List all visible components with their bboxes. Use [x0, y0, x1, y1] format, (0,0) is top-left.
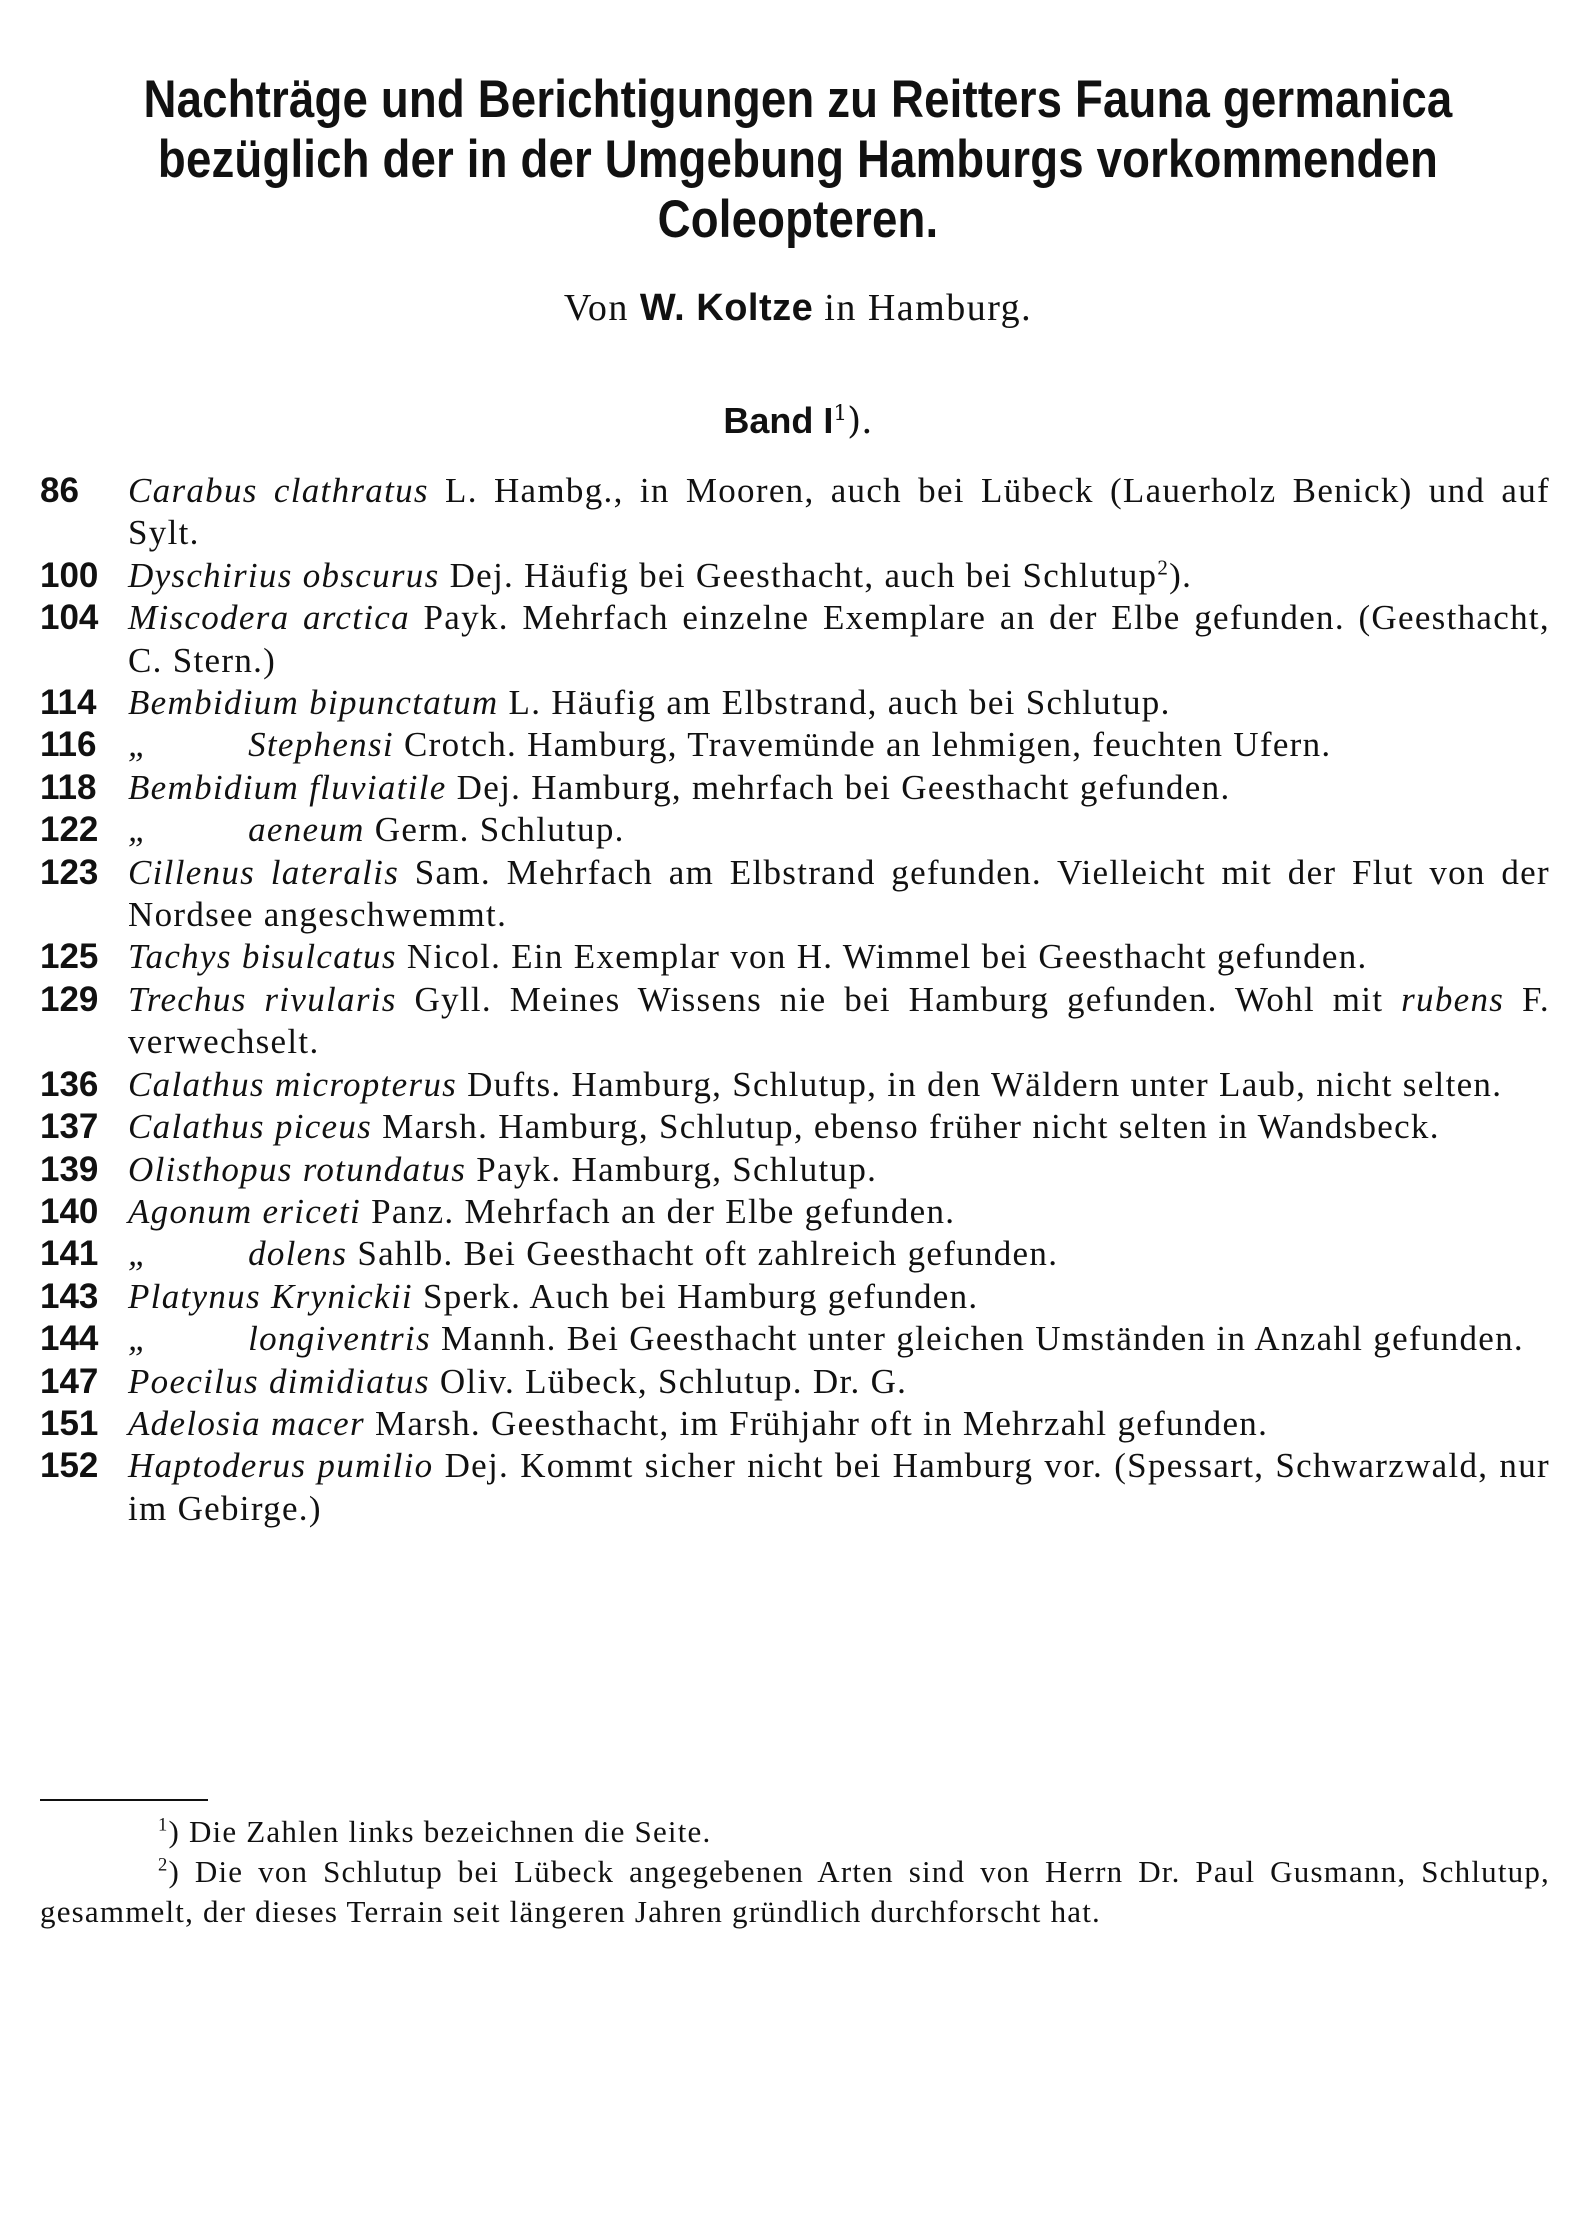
species-list [40, 470, 1550, 1530]
entry-text: Häufig am Elbstrand, auch bei Schlutup. [551, 683, 1171, 723]
genus-name: Adelosia [128, 1403, 261, 1443]
species-author: Nicol. [406, 937, 502, 977]
footnotes [40, 1812, 1550, 1932]
section-heading [0, 398, 1596, 445]
ditto-mark: „ [128, 725, 149, 765]
species-name: Stephensi [248, 725, 394, 765]
species-name: ericeti [262, 1191, 362, 1231]
genus-name: Bembidium [128, 767, 300, 807]
species-author: Panz. [371, 1191, 455, 1231]
species-name: longiventris [248, 1319, 431, 1359]
genus-name: Poecilus [128, 1361, 259, 1401]
page-number: 140 [40, 1191, 99, 1231]
species-entry [40, 1233, 1550, 1275]
species-entry [40, 1445, 1550, 1530]
genus-name: Calathus [128, 1107, 265, 1147]
ditto-mark: „ [128, 1319, 149, 1359]
species-author: Payk. [476, 1149, 562, 1189]
species-author: Germ. [374, 810, 470, 850]
author-name: W. Koltze [639, 287, 814, 329]
species-author: L. [445, 471, 478, 510]
page-number: 118 [40, 767, 97, 807]
entry-text: Hamburg, Travemünde an lehmigen, feuchten Ufern. [527, 725, 1332, 765]
species-author: L. [508, 683, 542, 723]
species-entry [40, 1191, 1550, 1233]
species-entry [40, 1149, 1550, 1191]
page-number: 143 [40, 1276, 99, 1316]
entry-text: Hamburg, Schlutup. [571, 1149, 878, 1189]
species-name: rotundatus [302, 1149, 467, 1189]
species-author: Dej. [449, 555, 515, 595]
species-name: piceus [274, 1107, 373, 1147]
genus-name: Tachys [128, 937, 232, 977]
species-author: Dej. [444, 1446, 510, 1486]
genus-name: Cillenus [128, 852, 256, 892]
species-name: micropterus [274, 1064, 458, 1104]
byline [0, 285, 1596, 331]
genus-name: Platynus [128, 1276, 261, 1316]
species-name: obscurus [302, 555, 440, 595]
entry-text: Mehrfach einzelne Exemplare an der Elbe gefunden. (Geesthacht, C. Stern.) [128, 598, 1550, 680]
entry-text-end: F. verwechselt. [128, 979, 1550, 1062]
species-name: clathratus [273, 471, 429, 510]
genus-name: Haptoderus [128, 1446, 307, 1486]
entry-text: Meines Wissens nie bei Hamburg gefunden. Wohl mit [509, 979, 1384, 1019]
entry-text: Hamburg, mehrfach bei Geesthacht gefunden. [531, 767, 1231, 807]
species-name: dolens [248, 1234, 348, 1274]
entry-text: Hamburg, Schlutup, ebenso früher nicht selten in Wandsbeck. [498, 1107, 1440, 1147]
page-number: 137 [40, 1107, 99, 1147]
section-heading-suffix: ). [847, 401, 873, 442]
genus-name: Calathus [128, 1064, 265, 1104]
byline-prefix: Von [563, 287, 629, 329]
species-name: fluviatile [309, 767, 447, 807]
species-name: dimidiatus [268, 1361, 430, 1401]
entry-text: Häufig bei Geesthacht, auch bei Schlutup [524, 555, 1158, 595]
species-entry [40, 979, 1550, 1064]
species-entry [40, 936, 1550, 978]
entry-text: Kommt sicher nicht bei Hamburg vor. (Spessart, Schwarzwald, nur im Gebirge.) [128, 1446, 1550, 1528]
entry-text: Bei Geesthacht oft zahlreich gefunden. [463, 1234, 1059, 1274]
species-entry [40, 470, 1550, 555]
genus-name: Agonum [128, 1191, 253, 1231]
entry-text: Hambg., in Mooren, auch bei Lübeck (Lauerholz Benick) und auf Sylt. [128, 471, 1550, 553]
footnote-text: ) Die Zahlen links bezeichnen die Seite. [168, 1814, 712, 1849]
species-author: Crotch. [403, 725, 518, 765]
species-entry [40, 767, 1550, 809]
species-entry [40, 1403, 1550, 1445]
section-label: Band I [723, 400, 834, 441]
entry-text: Ein Exemplar von H. Wimmel bei Geesthacht gefunden. [511, 937, 1368, 977]
species-name: bisulcatus [241, 937, 397, 977]
footnote [40, 1852, 1550, 1932]
page-number: 129 [40, 979, 99, 1019]
page-number: 144 [40, 1319, 99, 1359]
footnote-mark: 2 [1157, 555, 1170, 580]
species-name: bipunctatum [309, 683, 499, 723]
ditto-mark: „ [128, 810, 149, 850]
byline-suffix: in Hamburg. [824, 287, 1033, 329]
species-entry [40, 597, 1550, 682]
page-number: 86 [40, 471, 79, 510]
species-entry [40, 555, 1550, 597]
species-entry [40, 1361, 1550, 1403]
page-number: 114 [40, 683, 97, 723]
page-number: 104 [40, 598, 99, 638]
title-line-2: bezüglich der in der Umgebung Hamburgs vorkommenden [157, 130, 1439, 189]
ditto-mark: „ [128, 1234, 149, 1274]
title-line-3: Coleopteren. [657, 190, 939, 249]
page-number: 123 [40, 852, 99, 892]
genus-name: Bembidium [128, 683, 300, 723]
section-footnote-mark: 1 [833, 401, 848, 426]
footnote-text: ) Die von Schlutup bei Lübeck angegebenen Arten sind von Herrn Dr. Paul Gusmann, Schlutup, gesammelt, der dieses Terrain seit längeren Jahren gründlich durchforscht hat. [40, 1854, 1550, 1929]
species-author: Gyll. [414, 979, 492, 1019]
species-entry [40, 1106, 1550, 1148]
species-entry [40, 1276, 1550, 1318]
page-number: 116 [40, 725, 97, 765]
entry-text: Geesthacht, im Frühjahr oft in Mehrzahl gefunden. [491, 1403, 1269, 1443]
italic-species-name: rubens [1401, 979, 1505, 1019]
species-author: Sam. [414, 852, 491, 892]
entry-text-end: ). [1169, 555, 1193, 595]
entry-text: Mehrfach an der Elbe gefunden. [464, 1191, 956, 1231]
species-author: Oliv. [439, 1361, 516, 1401]
species-author: Marsh. [382, 1107, 489, 1147]
genus-name: Carabus [128, 471, 258, 510]
genus-name: Olisthopus [128, 1149, 293, 1189]
page-number: 136 [40, 1064, 99, 1104]
species-author: Mannh. [440, 1319, 557, 1359]
species-entry [40, 852, 1550, 937]
entry-text: Lübeck, Schlutup. Dr. G. [525, 1361, 908, 1401]
page-number: 141 [40, 1234, 99, 1274]
species-author: Payk. [423, 598, 509, 638]
genus-name: Dyschirius [128, 555, 293, 595]
species-name: macer [270, 1403, 365, 1443]
species-entry [40, 809, 1550, 851]
species-name: aeneum [248, 810, 365, 850]
species-author: Dej. [456, 767, 522, 807]
page-number: 152 [40, 1446, 99, 1486]
entry-text: Auch bei Hamburg gefunden. [529, 1276, 979, 1316]
genus-name: Miscodera [128, 598, 290, 638]
species-author: Marsh. [374, 1403, 481, 1443]
species-name: rivularis [264, 979, 397, 1019]
species-name: lateralis [270, 852, 400, 892]
page-number: 100 [40, 555, 99, 595]
entry-text: Bei Geesthacht unter gleichen Umständen in Anzahl gefunden. [566, 1319, 1524, 1359]
species-author: Sahlb. [357, 1234, 454, 1274]
entry-text: Schlutup. [479, 810, 625, 850]
species-name: pumilio [317, 1446, 434, 1486]
species-name: Krynickii [270, 1276, 413, 1316]
footnote-number: 1 [158, 1814, 169, 1836]
species-author: Dufts. [467, 1064, 562, 1104]
species-entry [40, 1064, 1550, 1106]
title-line-1: Nachträge und Berichtigungen zu Reitters Fauna germanica [143, 70, 1453, 129]
page-number: 151 [40, 1403, 99, 1443]
genus-name: Trechus [128, 979, 247, 1019]
species-entry [40, 682, 1550, 724]
page-number: 147 [40, 1361, 99, 1401]
page-number: 122 [40, 810, 99, 850]
species-author: Sperk. [422, 1276, 522, 1316]
entry-text: Mehrfach am Elbstrand gefunden. Vielleicht mit der Flut von der Nordsee angeschwemmt. [128, 852, 1550, 935]
species-entry [40, 724, 1550, 766]
footnote-divider [40, 1799, 208, 1801]
species-name: arctica [302, 598, 410, 638]
page-number: 125 [40, 937, 99, 977]
footnote-number: 2 [158, 1854, 169, 1876]
footnote [40, 1812, 1550, 1852]
entry-text: Hamburg, Schlutup, in den Wäldern unter Laub, nicht selten. [571, 1064, 1503, 1104]
page-number: 139 [40, 1149, 99, 1189]
species-entry [40, 1318, 1550, 1360]
